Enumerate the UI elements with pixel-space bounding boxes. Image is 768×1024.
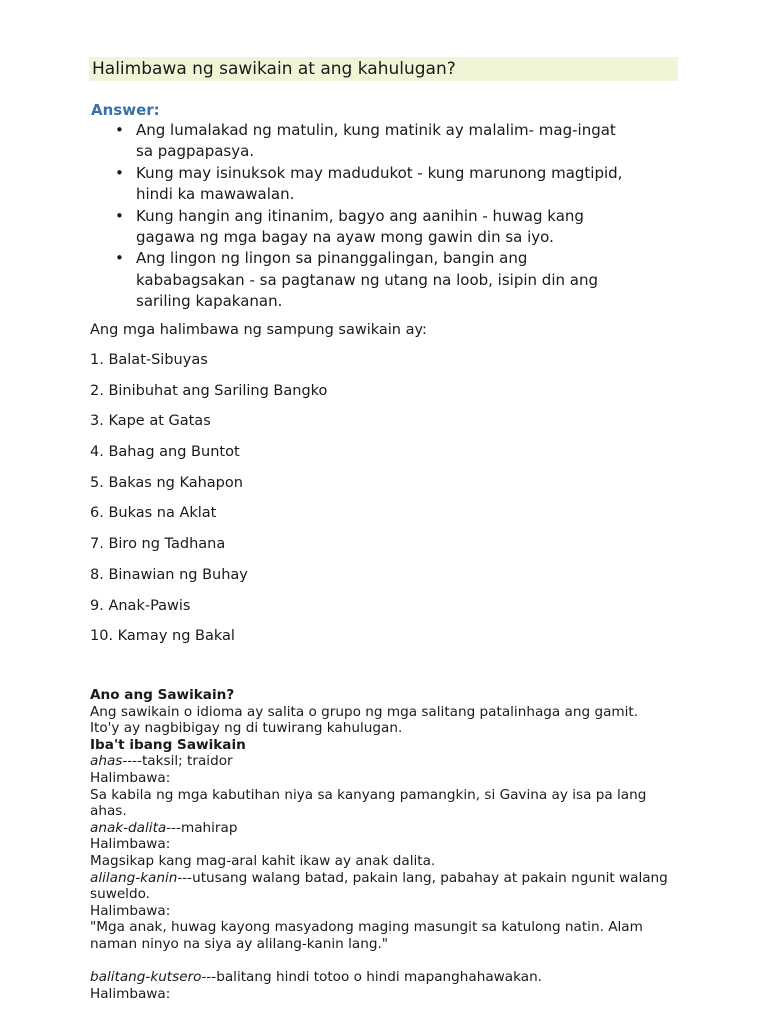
list-item: 4. Bahag ang Buntot [90, 444, 240, 461]
entry-definition [90, 820, 690, 837]
entry-meaning: ----taksil; traidor [122, 753, 233, 770]
bullet-icon: • [115, 206, 124, 225]
bullet-text: Kung hangin ang itinanim, bagyo ang aanihin - huwag kang [136, 206, 584, 225]
definition-text: Ang sawikain o idioma ay salita o grupo ng mga salitang patalinhaga ang gamit. [90, 703, 639, 720]
example-label: Halimbawa: [90, 836, 171, 853]
example-text: "Mga anak, huwag kayong masyadong maging masungit sa katulong natin. Alam [90, 919, 643, 936]
bullet-icon: • [115, 121, 124, 139]
example-text: Sa kabila ng mga kabutihan niya sa kanyang pamangkin, si Gavina ay isa pa lang [90, 786, 647, 803]
list-item [90, 248, 680, 312]
entry-definition [90, 753, 690, 770]
bullet-text: Kung may isinuksok may madudukot - kung marunong magtipid, [136, 163, 623, 182]
definition-text: Ito'y ay nagbibigay ng di tuwirang kahulugan. [90, 720, 403, 737]
bullet-text: sariling kapakanan. [136, 292, 283, 311]
page-title: Halimbawa ng sawikain at ang kahulugan? [92, 59, 456, 79]
entry-term: anak-dalita [90, 819, 167, 836]
entry-meaning-continued: suweldo. [90, 886, 150, 903]
example-text: naman ninyo na siya ay alilang-kanin lang." [90, 935, 389, 952]
list-item: 3. Kape at Gatas [90, 413, 211, 430]
list-item: 1. Balat-Sibuyas [90, 352, 208, 368]
entry-term: balitang-kutsero [90, 969, 202, 986]
list-item: 8. Binawian ng Buhay [90, 566, 248, 583]
example-text: ahas. [90, 803, 127, 820]
entry-meaning: ---mahirap [166, 819, 238, 836]
example-label: Halimbawa: [90, 902, 171, 919]
list-item: 10. Kamay ng Bakal [90, 628, 235, 645]
examples-intro: Ang mga halimbawa ng sampung sawikain ay: [90, 322, 427, 338]
entry-meaning: ---balitang hindi totoo o hindi mapanghahawakan. [201, 969, 543, 986]
bullet-text: gagawa ng mga bagay na ayaw mong gawin din sa iyo. [136, 228, 554, 247]
spacer [90, 953, 690, 970]
sawikain-section [90, 687, 690, 1002]
example-label: Halimbawa: [90, 985, 171, 1002]
entry-definition [90, 969, 690, 986]
list-item: 7. Biro ng Tadhana [90, 536, 226, 553]
example-label: Halimbawa: [90, 769, 171, 786]
bullet-text: Ang lumalakad ng matulin, kung matinik ay malalim- mag-ingat [136, 121, 616, 139]
entry-definition [90, 870, 690, 887]
bullet-text: Ang lingon ng lingon sa pinanggalingan, bangin ang [136, 249, 528, 268]
section-subheading: Iba't ibang Sawikain [90, 736, 246, 753]
bullet-text: sa pagpapasya. [136, 142, 255, 161]
list-item [90, 206, 680, 249]
answer-bullet-list [90, 120, 680, 313]
list-item [90, 120, 680, 163]
example-text: Magsikap kang mag-aral kahit ikaw ay anak dalita. [90, 852, 436, 869]
list-item [90, 163, 680, 206]
entry-meaning: ---utusang walang batad, pakain lang, pabahay at pakain ngunit walang [177, 869, 668, 886]
bullet-text: hindi ka mawawalan. [136, 185, 295, 204]
bullet-text: kababagsakan - sa pagtanaw ng utang na loob, isipin din ang [136, 270, 598, 289]
entry-term: ahas [90, 753, 123, 770]
examples-list [90, 350, 327, 657]
list-item: 2. Binibuhat ang Sariling Bangko [90, 382, 328, 399]
bullet-icon: • [115, 249, 124, 268]
entry-term: alilang-kanin [90, 869, 178, 886]
section-heading: Ano ang Sawikain? [90, 687, 235, 703]
bullet-icon: • [115, 163, 124, 182]
list-item: 5. Bakas ng Kahapon [90, 474, 243, 491]
list-item: 9. Anak-Pawis [90, 597, 191, 614]
answer-label: Answer: [91, 101, 160, 119]
list-item: 6. Bukas na Aklat [90, 505, 217, 522]
